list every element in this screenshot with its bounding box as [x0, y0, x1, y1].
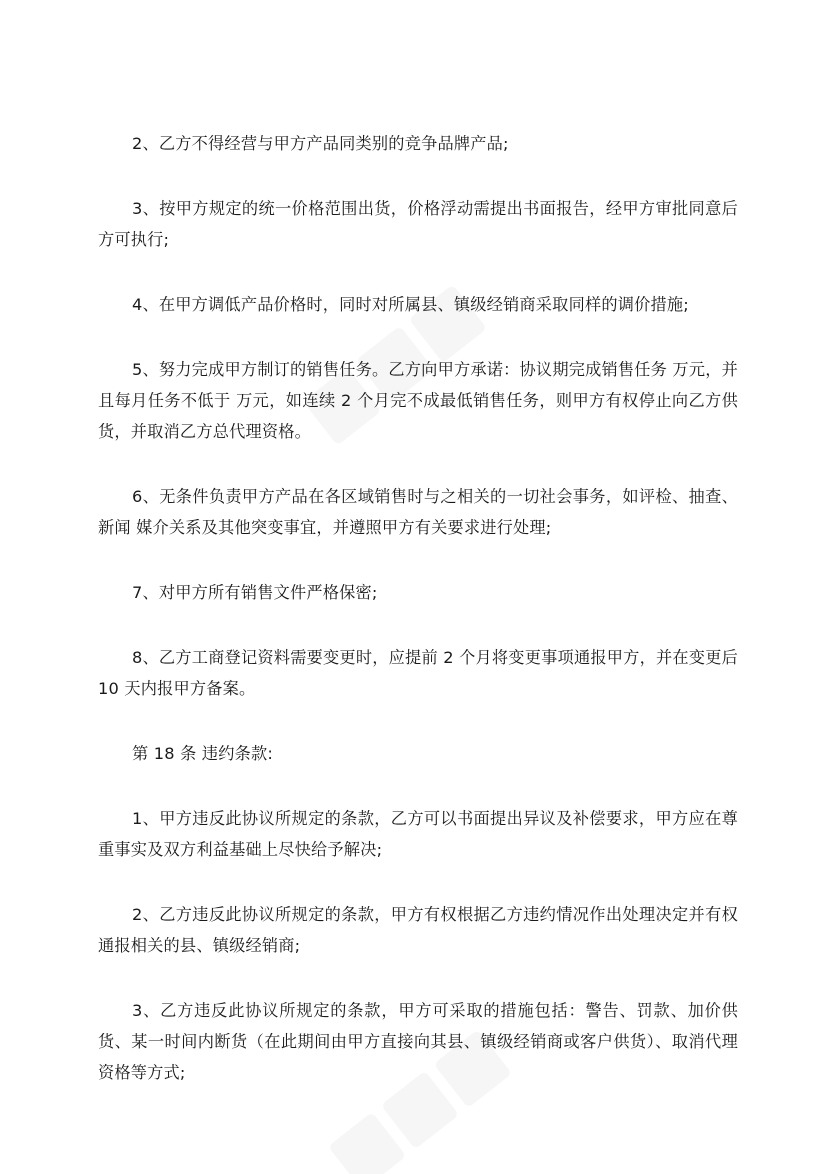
clause-8: 8、乙方工商登记资料需要变更时，应提前 2 个月将变更事项通报甲方，并在变更后 10 天内报甲方备案。	[98, 648, 738, 698]
clause-6: 6、无条件负责甲方产品在各区域销售时与之相关的一切社会事务，如评检、抽查、新闻 媒介关系及其他突变事宜，并遵照甲方有关要求进行处理;	[98, 487, 738, 537]
clause-4: 4、在甲方调低产品价格时，同时对所属县、镇级经销商采取同样的调价措施;	[132, 295, 689, 314]
breach-clause-3: 3、乙方违反此协议所规定的条款，甲方可采取的措施包括：警告、罚款、加价供货、某一时间内断货（在此期间由甲方直接向其县、镇级经销商或客户供货）、取消代理资格等方式;	[98, 1001, 738, 1082]
clause-7: 7、对甲方所有销售文件严格保密;	[132, 583, 378, 602]
breach-clause-1: 1、甲方违反此协议所规定的条款，乙方可以书面提出异议及补偿要求，甲方应在尊重事实及双方利益基础上尽快给予解决;	[98, 809, 738, 859]
breach-clause-2: 2、乙方违反此协议所规定的条款，甲方有权根据乙方违约情况作出处理决定并有权通报相关的县、镇级经销商;	[98, 905, 738, 955]
clause-2: 2、乙方不得经营与甲方产品同类别的竞争品牌产品;	[132, 134, 509, 153]
clause-3: 3、按甲方规定的统一价格范围出货，价格浮动需提出书面报告，经甲方审批同意后方可执行;	[98, 199, 738, 249]
article-18-heading: 第 18 条 违约条款:	[132, 744, 274, 763]
document-body	[98, 128, 738, 1088]
clause-5: 5、努力完成甲方制订的销售任务。乙方向甲方承诺：协议期完成销售任务 万元，并且每月任务不低于 万元，如连续 2 个月完不成最低销售任务，则甲方有权停止向乙方供货，并取消乙方总代理资格。	[98, 360, 738, 441]
